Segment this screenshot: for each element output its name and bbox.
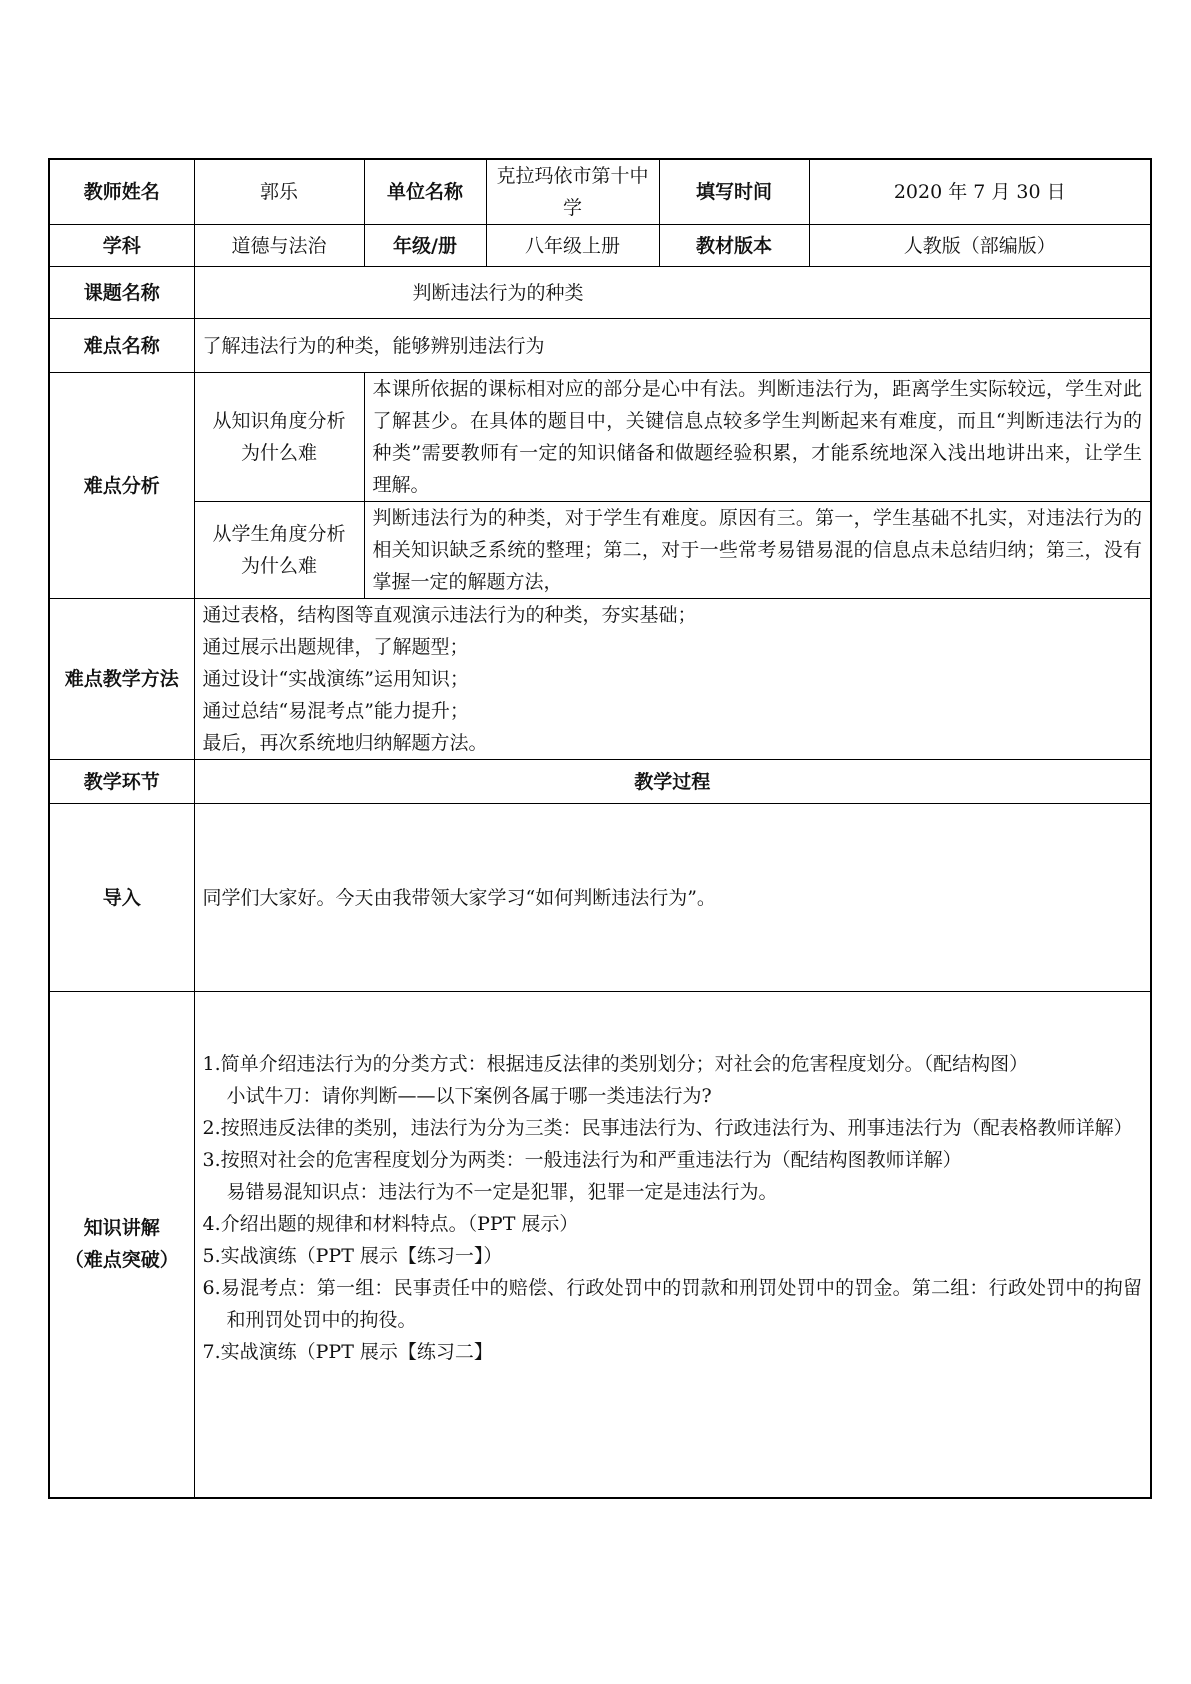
- knowledge-item: 3.按照对社会的危害程度划分为两类：一般违法行为和严重违法行为（配结构图教师详解）: [202, 1149, 962, 1171]
- subject-value: 道德与法治: [194, 225, 364, 267]
- method-line: 最后，再次系统地归纳解题方法。: [202, 732, 488, 754]
- grade-value: 八年级上册: [486, 225, 659, 267]
- grade-label: 年级/册: [364, 225, 486, 267]
- unit-name-label: 单位名称: [364, 159, 486, 225]
- analysis-label: 难点分析: [49, 373, 194, 599]
- knowledge-list: [194, 992, 1151, 1498]
- knowledge-subitem: 小试牛刀：请你判断——以下案例各属于哪一类违法行为?: [226, 1085, 712, 1107]
- knowledge-label: [49, 992, 194, 1498]
- lesson-plan-table: [48, 158, 1152, 1499]
- knowledge-item: 4.介绍出题的规律和材料特点。（PPT 展示）: [202, 1213, 579, 1235]
- knowledge-item: 1.简单介绍违法行为的分类方式：根据违反法律的类别划分；对社会的危害程度划分。（配结构图）: [202, 1053, 1029, 1075]
- knowledge-item: 2.按照违反法律的类别，违法行为分为三类：民事违法行为、行政违法行为、刑事违法行为（配表格教师详解）: [202, 1117, 1133, 1139]
- knowledge-item: 5.实战演练（PPT 展示【练习一】）: [202, 1245, 503, 1267]
- method-line: 通过表格，结构图等直观演示违法行为的种类，夯实基础；: [202, 604, 697, 626]
- method-line: 通过总结“易混考点”能力提升；: [202, 700, 469, 722]
- topic-value: [194, 267, 1151, 319]
- knowledge-label-line1: 知识讲解: [83, 1217, 160, 1240]
- intro-label: 导入: [49, 804, 194, 992]
- student-angle-text: 判断违法行为的种类，对于学生有难度。原因有三。第一，学生基础不扎实，对违法行为的相关知识缺乏系统的整理；第二，对于一些常考易错易混的信息点未总结归纳；第三，没有掌握一定的解题方法，: [364, 502, 1151, 599]
- edition-label: 教材版本: [659, 225, 809, 267]
- topic-text: 判断违法行为的种类: [412, 281, 584, 304]
- method-label: 难点教学方法: [49, 599, 194, 760]
- row-subject-info: [49, 225, 1151, 267]
- row-analysis-student: [49, 502, 1151, 599]
- teacher-name-value: 郭乐: [194, 159, 364, 225]
- fill-date-label: 填写时间: [659, 159, 809, 225]
- method-line: 通过展示出题规律，了解题型；: [202, 636, 469, 658]
- edition-value: 人教版（部编版）: [809, 225, 1151, 267]
- difficulty-label: 难点名称: [49, 319, 194, 373]
- row-knowledge: [49, 992, 1151, 1498]
- row-teaching-method: [49, 599, 1151, 760]
- row-teacher-info: [49, 159, 1151, 225]
- topic-label: 课题名称: [49, 267, 194, 319]
- knowledge-subitem: 易错易混知识点：违法行为不一定是犯罪，犯罪一定是违法行为。: [226, 1181, 778, 1203]
- student-angle-label: 从学生角度分析为什么难: [194, 502, 364, 599]
- row-topic: [49, 267, 1151, 319]
- row-intro: [49, 804, 1151, 992]
- stage-header: 教学环节: [49, 760, 194, 804]
- knowledge-item: 7.实战演练（PPT 展示【练习二】: [202, 1341, 493, 1363]
- unit-name-value: 克拉玛依市第十中学: [486, 159, 659, 225]
- row-difficulty: [49, 319, 1151, 373]
- knowledge-label-line2: （难点突破）: [64, 1249, 179, 1272]
- row-analysis-knowledge: [49, 373, 1151, 502]
- knowledge-angle-label: 从知识角度分析为什么难: [194, 373, 364, 502]
- knowledge-angle-text: 本课所依据的课标相对应的部分是心中有法。判断违法行为，距离学生实际较远，学生对此了解甚少。在具体的题目中，关键信息点较多学生判断起来有难度，而且“判断违法行为的种类”需要教师有一定的知识储备和做题经验积累，才能系统地深入浅出地讲出来，让学生理解。: [364, 373, 1151, 502]
- teacher-name-label: 教师姓名: [49, 159, 194, 225]
- fill-date-value: 2020 年 7 月 30 日: [809, 159, 1151, 225]
- method-line: 通过设计“实战演练”运用知识；: [202, 668, 469, 690]
- subject-label: 学科: [49, 225, 194, 267]
- intro-text: 同学们大家好。今天由我带领大家学习“如何判断违法行为”。: [194, 804, 1151, 992]
- difficulty-value: 了解违法行为的种类，能够辨别违法行为: [194, 319, 1151, 373]
- process-header: 教学过程: [194, 760, 1151, 804]
- row-process-header: [49, 760, 1151, 804]
- knowledge-item: 6.易混考点：第一组：民事责任中的赔偿、行政处罚中的罚款和刑罚处罚中的罚金。第二组：行政处罚中的拘留和刑罚处罚中的拘役。: [202, 1277, 1142, 1331]
- method-list: [194, 599, 1151, 760]
